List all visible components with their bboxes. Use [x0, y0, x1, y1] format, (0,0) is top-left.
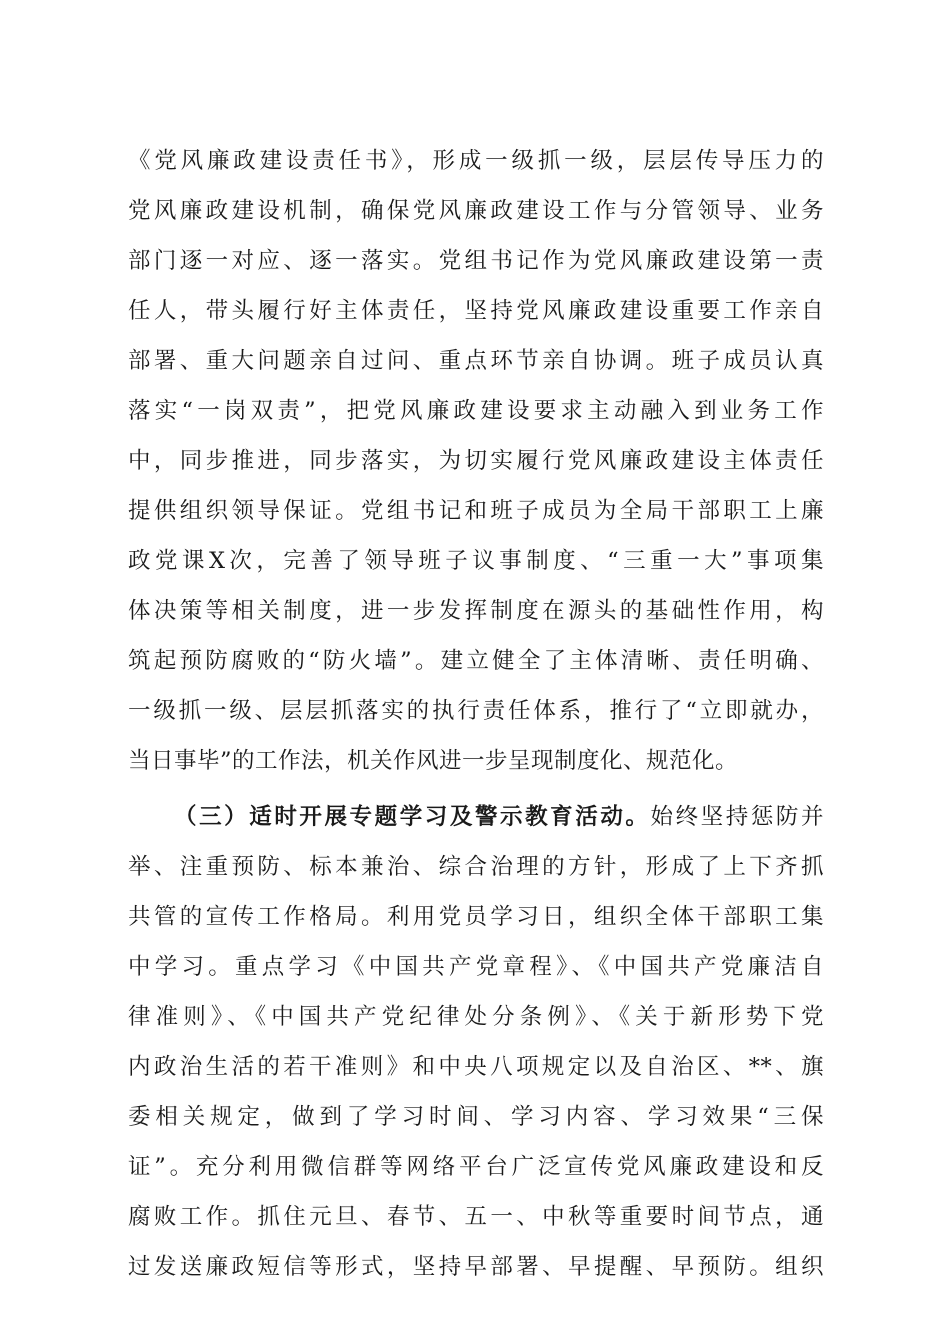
- paragraph-line: 提供组织领导保证。党组书记和班子成员为全局干部职工上廉: [128, 498, 824, 524]
- paragraph-line: 中，同步推进，同步落实，为切实履行党风廉政建设主体责任: [128, 448, 824, 474]
- paragraph-line: 共管的宣传工作格局。利用党员学习日，组织全体干部职工集: [128, 904, 824, 930]
- paragraph-line: 部门逐一对应、逐一落实。党组书记作为党风廉政建设第一责: [128, 248, 824, 274]
- paragraph-line: 《党风廉政建设责任书》，形成一级抓一级，层层传导压力的: [128, 148, 824, 174]
- paragraph-line: 过发送廉政短信等形式，坚持早部署、早提醒、早预防。组织: [128, 1254, 824, 1280]
- paragraph-line: 举、注重预防、标本兼治、综合治理的方针，形成了上下齐抓: [128, 854, 824, 880]
- paragraph-line: 内政治生活的若干准则》和中央八项规定以及自治区、**、旗: [128, 1054, 824, 1080]
- paragraph-line: 律准则》、《中国共产党纪律处分条例》、《关于新形势下党: [128, 1004, 824, 1030]
- paragraph-line: 任人，带头履行好主体责任，坚持党风廉政建设重要工作亲自: [128, 298, 824, 324]
- paragraph-line: 腐败工作。抓住元旦、春节、五一、中秋等重要时间节点，通: [128, 1204, 824, 1230]
- paragraph-line: 当日事毕”的工作法，机关作风进一步呈现制度化、规范化。: [128, 748, 739, 774]
- paragraph-line: 一级抓一级、层层抓落实的执行责任体系，推行了“立即就办，: [128, 698, 824, 724]
- section-heading: （三）适时开展专题学习及警示教育活动。: [174, 804, 651, 830]
- paragraph-line: 政党课X次，完善了领导班子议事制度、“三重一大”事项集: [128, 548, 824, 574]
- paragraph-line: 筑起预防腐败的“防火墙”。建立健全了主体清晰、责任明确、: [128, 648, 824, 674]
- paragraph-line: 部署、重大问题亲自过问、重点环节亲自协调。班子成员认真: [128, 348, 824, 374]
- section-heading-line: [174, 796, 824, 838]
- paragraph-line: 证”。充分利用微信群等网络平台广泛宣传党风廉政建设和反: [128, 1154, 824, 1180]
- heading-line-rest: 始终坚持惩防并: [650, 804, 824, 830]
- paragraph-line: 体决策等相关制度，进一步发挥制度在源头的基础性作用，构: [128, 598, 824, 624]
- paragraph-line: 委相关规定，做到了学习时间、学习内容、学习效果“三保: [128, 1104, 824, 1130]
- paragraph-line: 党风廉政建设机制，确保党风廉政建设工作与分管领导、业务: [128, 198, 824, 224]
- paragraph-line: 中学习。重点学习《中国共产党章程》、《中国共产党廉洁自: [128, 954, 824, 980]
- paragraph-line: 落实“一岗双责”，把党风廉政建设要求主动融入到业务工作: [128, 398, 824, 424]
